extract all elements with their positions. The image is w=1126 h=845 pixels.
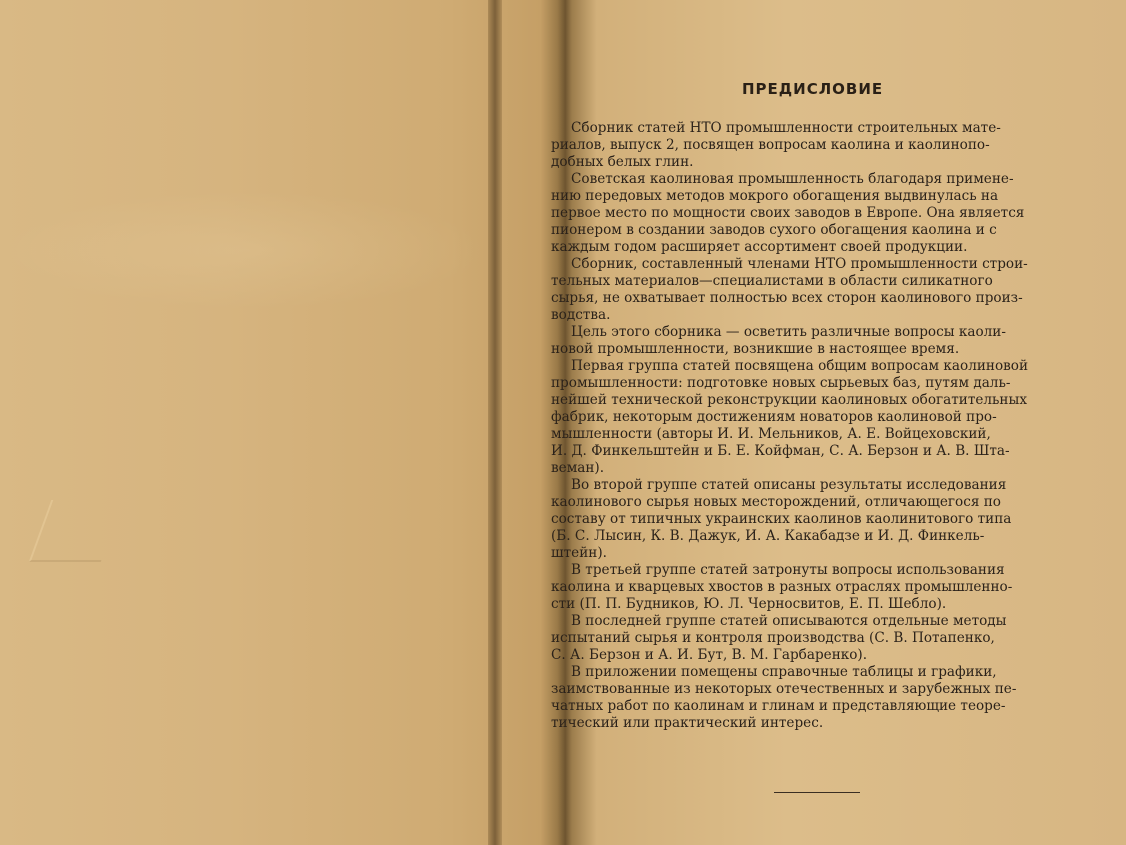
- text-line: новой промышленности, возникшие в настоящее время.: [551, 341, 960, 357]
- text-line: тический или практический интерес.: [551, 715, 824, 731]
- text-line: Сборник статей НТО промышленности строительных мате-: [571, 120, 1001, 136]
- text-line: составу от типичных украинских каолинов каолинитового типа: [551, 511, 1012, 527]
- body-text: [551, 120, 1029, 732]
- text-line: Цель этого сборника — осветить различные вопросы каоли-: [571, 324, 1006, 340]
- text-line: Первая группа статей посвящена общим вопросам каолиновой: [571, 358, 1029, 374]
- text-line: Сборник, составленный членами НТО промышленности строи-: [571, 256, 1028, 272]
- text-line: испытаний сырья и контроля производства (С. В. Потапенко,: [551, 630, 995, 646]
- right-text-page: [502, 0, 1126, 845]
- text-line: заимствованные из некоторых отечественных и зарубежных пе-: [551, 681, 1017, 697]
- text-line: В третьей группе статей затронуты вопросы использования: [571, 562, 1005, 578]
- text-line: Советская каолиновая промышленность благодаря примене-: [571, 171, 1014, 187]
- text-line: фабрик, некоторым достижениям новаторов каолиновой про-: [551, 409, 997, 425]
- left-blank-page: [0, 0, 490, 845]
- text-line: пионером в создании заводов сухого обогащения каолина и с: [551, 222, 997, 238]
- text-line: В последней группе статей описываются отдельные методы: [571, 613, 1007, 629]
- page-fold-shading: [0, 190, 490, 310]
- text-line: нейшей технической реконструкции каолиновых обогатительных: [551, 392, 1027, 408]
- text-line: С. А. Берзон и А. И. Бут, В. М. Гарбаренко).: [551, 647, 868, 663]
- text-line: сырья, не охватывает полностью всех сторон каолинового произ-: [551, 290, 1023, 306]
- text-line: веман).: [551, 460, 605, 476]
- text-line: нию передовых методов мокрого обогащения выдвинулась на: [551, 188, 999, 204]
- text-line: (Б. С. Лысин, К. В. Дажук, И. А. Какабадзе и И. Д. Финкель-: [551, 528, 985, 544]
- end-rule: [774, 792, 860, 793]
- text-line: риалов, выпуск 2, посвящен вопросам каолина и каолинопо-: [551, 137, 990, 153]
- text-line: промышленности: подготовке новых сырьевых баз, путям даль-: [551, 375, 1011, 391]
- text-line: добных белых глин.: [551, 154, 694, 170]
- text-line: водства.: [551, 307, 611, 323]
- page-title: ПРЕДИСЛОВИЕ: [742, 80, 884, 98]
- text-line: мышленности (авторы И. И. Мельников, А. Е. Войцеховский,: [551, 426, 991, 442]
- text-line: каждым годом расширяет ассортимент своей продукции.: [551, 239, 968, 255]
- text-line: тельных материалов—специалистами в области силикатного: [551, 273, 993, 289]
- page-emboss-mark: [29, 500, 124, 562]
- book-gutter: [488, 0, 502, 845]
- text-line: чатных работ по каолинам и глинам и представляющие теоре-: [551, 698, 1006, 714]
- text-line: каолина и кварцевых хвостов в разных отраслях промышленно-: [551, 579, 1013, 595]
- text-line: В приложении помещены справочные таблицы и графики,: [571, 664, 997, 680]
- text-line: первое место по мощности своих заводов в Европе. Она является: [551, 205, 1025, 221]
- text-line: Во второй группе статей описаны результаты исследования: [571, 477, 1007, 493]
- text-line: штейн).: [551, 545, 607, 561]
- text-line: каолинового сырья новых месторождений, отличающегося по: [551, 494, 1001, 510]
- text-line: сти (П. П. Будников, Ю. Л. Черносвитов, Е. П. Шебло).: [551, 596, 947, 612]
- text-line: И. Д. Финкельштейн и Б. Е. Койфман, С. А. Берзон и А. В. Шта-: [551, 443, 1010, 459]
